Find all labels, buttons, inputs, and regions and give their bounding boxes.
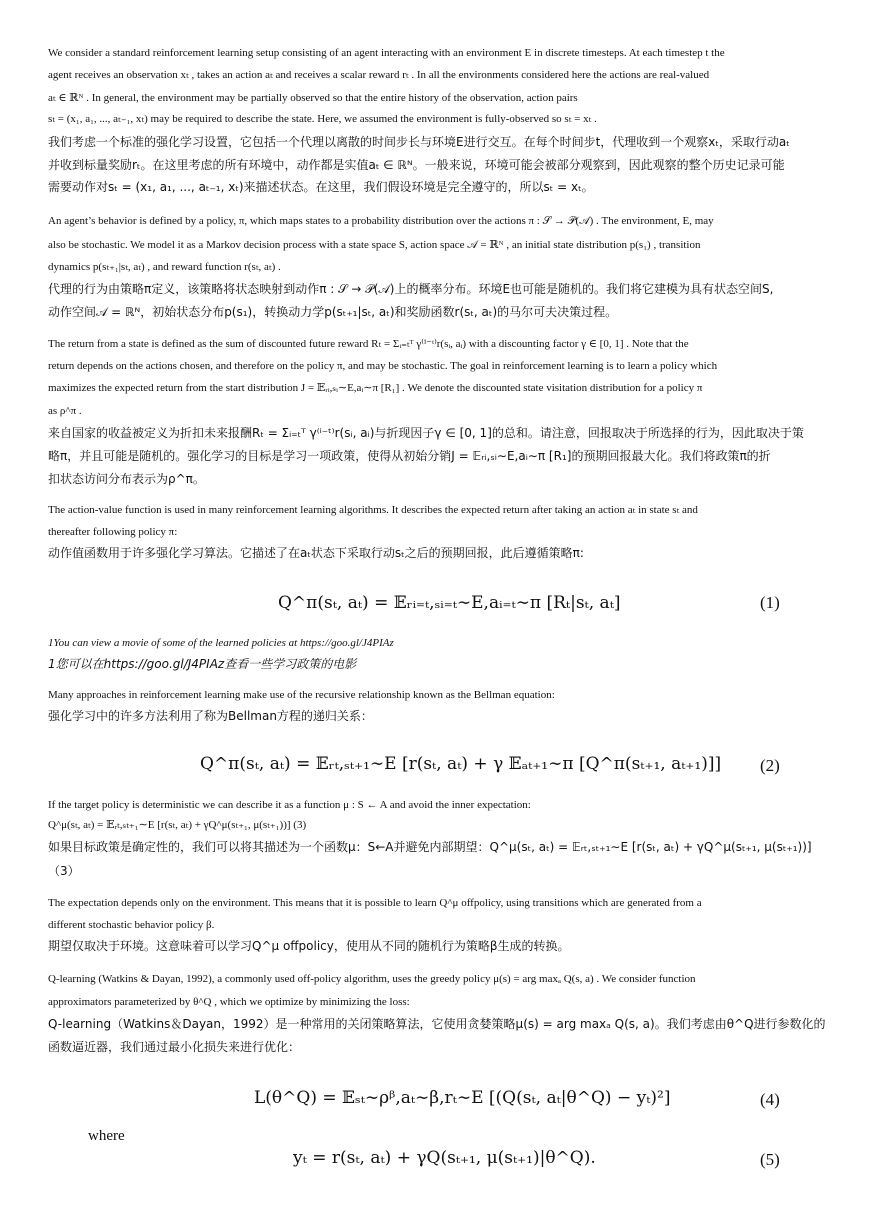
p6-cn-line-1: 如果目标政策是确定性的，我们可以将其描述为一个函数μ：S←A并避免内部期望：Q^μ(sₜ, aₜ) = 𝔼ᵣₜ,ₛₜ₊₁∼E [r(sₜ, aₜ) + γQ^μ(sₜ₊₁, μ(sₜ₊₁))]	[48, 840, 812, 854]
p1-en-line-3: aₜ ∈ ℝᴺ . In general, the environment may be partially observed so that the entire history of the observation, action pairs	[48, 92, 578, 104]
equation-5-number: (5)	[760, 1150, 780, 1169]
p2-cn-line-2: 动作空间𝒜 = ℝᴺ，初始状态分布p(s₁)，转换动力学p(sₜ₊₁|sₜ, aₜ)和奖励函数r(sₜ, aₜ)的马尔可夫决策过程。	[48, 305, 618, 319]
p5-en: Many approaches in reinforcement learning make use of the recursive relationship known as the Bellman equation:	[48, 689, 555, 701]
where-label: where	[88, 1128, 125, 1144]
p3-en-line-3: maximizes the expected return from the start distribution J = 𝔼ᵣᵢ,ₛᵢ∼E,aᵢ∼π [R₁] . We denote the discounted state visitation distribution for a policy π	[48, 382, 703, 394]
p6-en-line-2: Q^μ(sₜ, aₜ) = 𝔼ᵣₜ,ₛₜ₊₁∼E [r(sₜ, aₜ) + γQ^μ(sₜ₊₁, μ(sₜ₊₁))] (3)	[48, 819, 307, 831]
p6-en-line-1: If the target policy is deterministic we can describe it as a function μ : S ← A and avoid the inner expectation:	[48, 799, 531, 811]
p3-cn-line-2: 略π，并且可能是随机的。强化学习的目标是学习一项政策，使得从初始分销J = 𝔼ᵣᵢ,ₛᵢ∼E,aᵢ∼π [R₁]的预期回报最大化。我们将政策π的折	[48, 449, 771, 463]
equation-1-number: (1)	[760, 593, 780, 612]
footnote-en: 1You can view a movie of some of the learned policies at https://goo.gl/J4PIAz	[48, 637, 394, 649]
p3-en-line-2: return depends on the actions chosen, and therefore on the policy π, and may be stochastic. The goal in reinforcement learning is to learn a policy which	[48, 360, 718, 372]
p8-cn-line-2: 函数逼近器，我们通过最小化损失来进行优化：	[48, 1040, 301, 1054]
p3-en-line-4: as ρ^π .	[48, 405, 82, 417]
p4-en-line-1: The action-value function is used in many reinforcement learning algorithms. It describes the expected return after taking an action aₜ in state sₜ and	[48, 504, 698, 516]
p1-cn-line-3: 需要动作对sₜ = (x₁, a₁, ..., aₜ₋₁, xₜ)来描述状态。在这里，我们假设环境是完全遵守的，所以sₜ = xₜ。	[48, 180, 594, 194]
p3-cn-line-1: 来自国家的收益被定义为折扣未来报酬Rₜ = Σᵢ₌ₜᵀ γ⁽ⁱ⁻ᵗ⁾r(sᵢ, aᵢ)与折现因子γ ∈ [0, 1]的总和。请注意，回报取决于所选择的行为，因此取决于策	[48, 426, 804, 440]
p8-en-line-2: approximators parameterized by θ^Q , which we optimize by minimizing the loss:	[48, 996, 410, 1008]
p1-en-line-2: agent receives an observation xₜ , takes an action aₜ and receives a scalar reward rₜ . In all the environments considered here the actions are real-valued	[48, 69, 710, 81]
p1-en-line-1: We consider a standard reinforcement learning setup consisting of an agent interacting with an environment E in discrete timesteps. At each timestep t the	[48, 47, 725, 59]
p2-en-line-2: also be stochastic. We model it as a Markov decision process with a state space S, action space 𝒜 = ℝᴺ , an initial state distribution p(s₁) , transition	[48, 239, 701, 251]
p7-cn-line-1: 期望仅取决于环境。这意味着可以学习Q^μ offpolicy，使用从不同的随机行为策略β生成的转换。	[48, 939, 570, 953]
p2-cn-line-1: 代理的行为由策略π定义，该策略将状态映射到动作π : 𝒮 → 𝒫(𝒜)上的概率分布。环境E也可能是随机的。我们将它建模为具有状态空间S,	[48, 282, 774, 296]
p6-cn-line-2: （3）	[48, 864, 80, 878]
p3-cn-line-3: 扣状态访问分布表示为ρ^π。	[48, 472, 205, 486]
p7-en-line-1: The expectation depends only on the environment. This means that it is possible to learn Q^μ offpolicy, using transitions which are generated from a	[48, 897, 702, 909]
equation-5: yₜ = r(sₜ, aₜ) + γQ(sₜ₊₁, μ(sₜ₊₁)|θ^Q).	[293, 1148, 596, 1168]
p5-cn: 强化学习中的许多方法利用了称为Bellman方程的递归关系：	[48, 709, 373, 723]
equation-4: L(θ^Q) = 𝔼ₛₜ∼ρᵝ,aₜ∼β,rₜ∼E [(Q(sₜ, aₜ|θ^Q) − yₜ)²]	[254, 1088, 671, 1108]
p4-en-line-2: thereafter following policy π:	[48, 526, 178, 538]
p1-cn-line-2: 并收到标量奖励rₜ。在这里考虑的所有环境中，动作都是实值aₜ ∈ ℝᴺ。一般来说，环境可能会被部分观察到，因此观察的整个历史记录可能	[48, 158, 785, 172]
p2-en-line-3: dynamics p(sₜ₊₁|sₜ, aₜ) , and reward function r(sₜ, aₜ) .	[48, 261, 281, 273]
equation-2: Q^π(sₜ, aₜ) = 𝔼ᵣₜ,ₛₜ₊₁∼E [r(sₜ, aₜ) + γ 𝔼ₐₜ₊₁∼π [Q^π(sₜ₊₁, aₜ₊₁)]]	[200, 754, 722, 774]
p8-cn-line-1: Q-learning（Watkins＆Dayan，1992）是一种常用的关闭策略算法，它使用贪婪策略μ(s) = arg maxₐ Q(s, a)。我们考虑由θ^Q进行参数化的	[48, 1017, 826, 1031]
equation-4-number: (4)	[760, 1090, 780, 1109]
footnote-cn: 1您可以在https://goo.gl/J4PIAz查看一些学习政策的电影	[48, 657, 357, 671]
p2-en-line-1: An agent’s behavior is defined by a policy, π, which maps states to a probability distribution over the actions π : 𝒮 → 𝒫(𝒜) . The environment, E, may	[48, 215, 714, 227]
p8-en-line-1: Q-learning (Watkins & Dayan, 1992), a commonly used off-policy algorithm, uses the greedy policy μ(s) = arg maxₐ Q(s, a) . We consider function	[48, 973, 696, 985]
equation-1: Q^π(sₜ, aₜ) = 𝔼ᵣᵢ₌ₜ,ₛᵢ₌ₜ∼E,aᵢ₌ₜ∼π [Rₜ|sₜ, aₜ]	[278, 593, 621, 613]
equation-2-number: (2)	[760, 756, 780, 775]
p1-cn-line-1: 我们考虑一个标准的强化学习设置，它包括一个代理以离散的时间步长与环境E进行交互。在每个时间步t，代理收到一个观察xₜ，采取行动aₜ	[48, 135, 790, 149]
p7-en-line-2: different stochastic behavior policy β.	[48, 919, 215, 931]
p3-en-line-1: The return from a state is defined as the sum of discounted future reward Rₜ = Σᵢ₌ₜᵀ γ⁽ⁱ⁻ᵗ⁾r(sᵢ, aᵢ) with a discounting factor γ ∈ [0, 1] . Note that the	[48, 338, 689, 350]
p4-cn-line-1: 动作值函数用于许多强化学习算法。它描述了在aₜ状态下采取行动sₜ之后的预期回报，此后遵循策略π:	[48, 546, 584, 560]
p1-en-line-4: sₜ = (x₁, a₁, ..., aₜ₋₁, xₜ) may be required to describe the state. Here, we assumed the environment is fully-observed so sₜ = xₜ .	[48, 113, 597, 125]
